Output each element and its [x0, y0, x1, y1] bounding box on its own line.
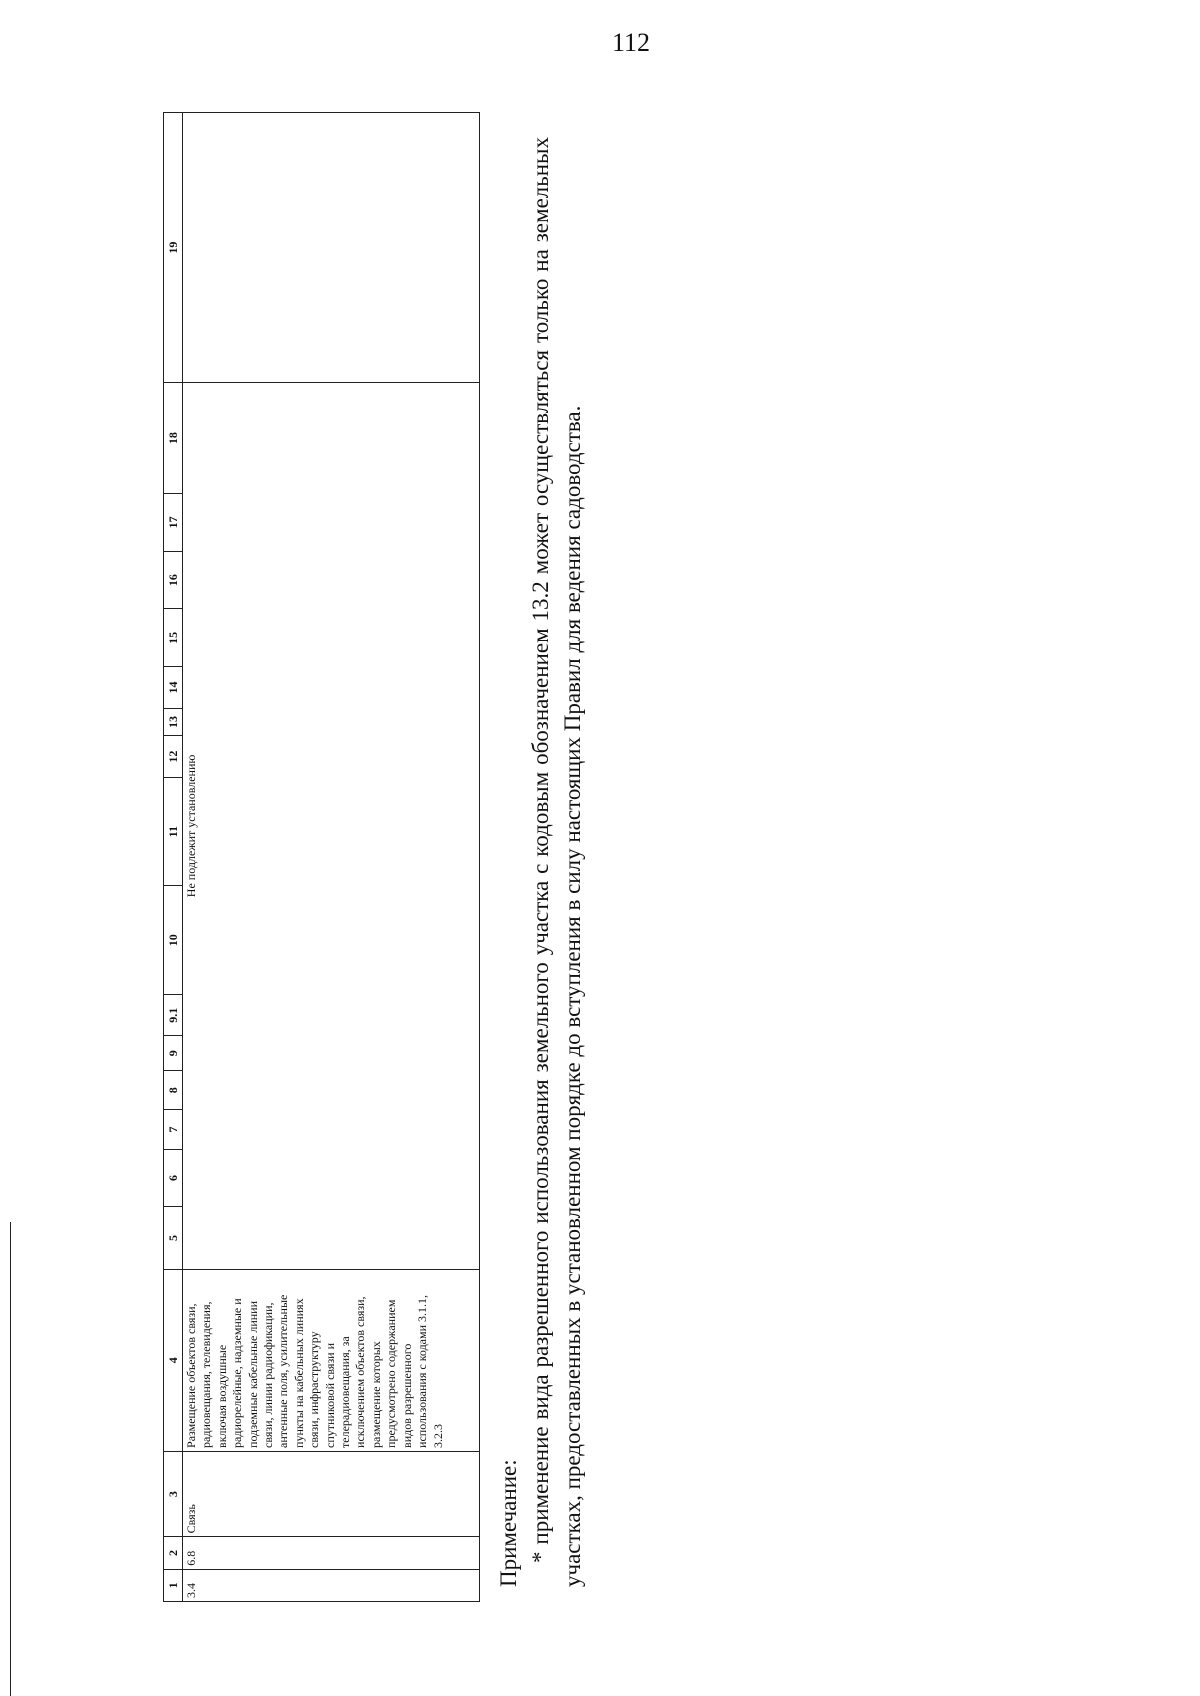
col-header: 7	[164, 1110, 183, 1149]
cell-merged-not-established: Не подлежит установлению	[183, 383, 480, 1269]
col-header: 10	[164, 886, 183, 995]
col-header: 3	[164, 1451, 183, 1536]
col-header: 15	[164, 609, 183, 667]
table-header-row	[164, 113, 183, 1602]
col-header: 17	[164, 494, 183, 552]
col-header: 18	[164, 383, 183, 494]
table-row	[183, 113, 480, 1602]
col-header: 13	[164, 708, 183, 736]
cell-description: Размещение объектов связи, радиовещания, телевидения, включая воздушные радиорелейные, надземные и подземные кабельные линии связи, линии радиофикации, антенные поля, усилительные пункты на кабельных линиях связи, инфраструктуру спутниковой связи и телерадиовещания, за исключением объектов связи, размещение которых предусмотрено содержанием видов разрешенного использования с кодами 3.1.1, 3.2.3	[183, 1269, 480, 1451]
col-header: 19	[164, 113, 183, 383]
col-header: 8	[164, 1071, 183, 1110]
col-header: 2	[164, 1537, 183, 1569]
margin-rule	[10, 1222, 11, 1696]
col-header: 9.1	[164, 994, 183, 1036]
col-header: 11	[164, 777, 183, 886]
cell-col-19	[183, 113, 480, 383]
cell-code: 6.8	[183, 1537, 480, 1569]
cell-use-name: Связь	[183, 1451, 480, 1536]
col-header: 4	[164, 1269, 183, 1451]
page-number: 112	[612, 28, 651, 57]
note-block	[493, 137, 589, 1587]
col-header: 9	[164, 1036, 183, 1071]
land-use-table	[163, 112, 480, 1602]
col-header: 1	[164, 1569, 183, 1601]
cell-number: 3.4	[183, 1569, 480, 1601]
col-header: 14	[164, 667, 183, 709]
col-header: 5	[164, 1207, 183, 1269]
note-text: * применение вида разрешенного использования земельного участка с кодовым обозначением 13.2 может осуществляться только на земельных участках, предоставленных в установленном порядке до вступления в силу настоящих Правил для ведения садоводства.	[528, 137, 585, 1587]
col-header: 6	[164, 1149, 183, 1207]
rotated-content	[163, 112, 663, 1602]
note-title: Примечание:	[496, 1459, 521, 1587]
col-header: 12	[164, 736, 183, 778]
col-header: 16	[164, 551, 183, 609]
